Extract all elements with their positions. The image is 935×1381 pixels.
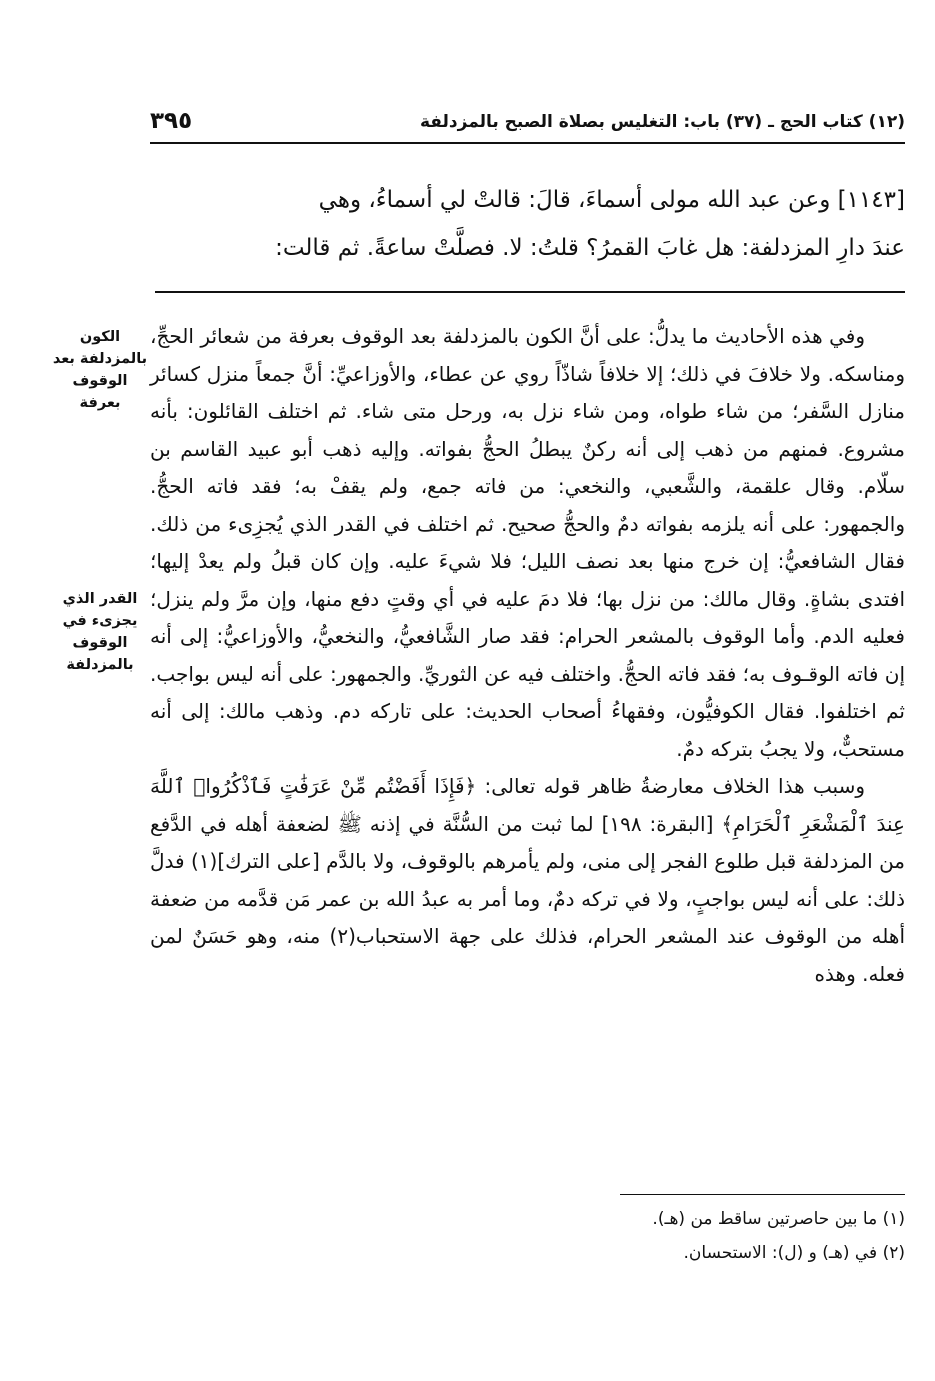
commentary-paragraph-2: وسبب هذا الخلاف معارضةُ ظاهر قوله تعالى: ﴿فَإِذَا أَفَضْتُم مِّنْ عَرَفَٰتٍ فَٱذْكُرُوا۟ ٱللَّهَ عِندَ ٱلْمَشْعَرِ ٱلْحَرَامِ﴾ [البقرة: ١٩٨] لما ثبت من السُّنَّة في إذنه ﷺ لضعفة أهله في الدَّفع من المزدلفة قبل طلوع الفجر إلى منى، ولم يأمرهم بالوقوف، ولا بالدَّم [على الترك](١) فدلَّ ذلك: على أنه ليس بواجبٍ، ولا في تركه دمٌ، وما أمر به عبدُ الله بن عمر مَن قدَّمه من ضعفة أهله من الوقوف عند المشعر الحرام، فذلك على جهة الاستحباب(٢) منه، وهو حَسَنٌ لمن فعله. وهذه	[150, 774, 906, 986]
running-header	[150, 108, 905, 144]
commentary-body	[150, 318, 905, 993]
margin-note-qadr-wuquf: القدر الذي يجزىء في الوقوف بالمزدلفة	[62, 591, 138, 673]
hadith-line-1: [١١٤٣] وعن عبد الله مولى أسماءَ، قالَ: قالتْ لي أسماءُ، وهي	[318, 187, 905, 213]
footnotes	[150, 1202, 905, 1270]
hadith-line-2: عندَ دارِ المزدلفة: هل غابَ القمرُ؟ قلتُ: لا. فصلَّتْ ساعةً. ثم قالت:	[275, 235, 905, 261]
commentary-paragraph-1: وفي هذه الأحاديث ما يدلُّ: على أنَّ الكون بالمزدلفة بعد الوقوف بعرفة من شعائر الحجِّ، ومناسكه. ولا خلافَ في ذلك؛ إلا خلافاً شاذّاً روي عن عطاء، والأوزاعيِّ: أنَّ جمعاً منزل كسائر منازل السَّفر؛ من شاء طواه، ومن شاء نزل به، ورحل متى شاء. ثم اختلف القائلون: بأنه مشروع. فمنهم من ذهب إلى أنه ركنٌ يبطلُ الحجُّ بفواته. وإليه ذهب أبو عبيد القاسم بن سلّام. وقال علقمة، والشَّعبي، والنخعي: من فاته جمع، ولم يقفْ به؛ فقد فاته الحجُّ. والجمهور: على أنه يلزمه بفواته دمٌ والحجُّ صحيح. ثم اختلف في القدر الذي يُجزِىء من ذلك. فقال الشافعيُّ: إن خرج منها بعد نصف الليل؛ فلا شيءَ عليه. وإن كان قبلُ ولم يعدْ إليها؛ افتدى بشاةٍ. وقال مالك: من نزل بها؛ فلا دمَ عليه في أي وقتٍ دفع منها، وإن مرَّ ولم ينزل؛ فعليه الدم. وأما الوقوف بالمشعر الحرام: فقد صار الشَّافعيُّ، والنخعيُّ، والأوزاعيُّ: إلى أنه إن فاته الوقـوف به؛ فقد فاته الحجُّ. واختلف فيه عن الثوريِّ. والجمهور: على أنه ليس بواجب. ثم اختلفوا. فقال الكوفيُّون، وفقهاءُ أصحاب الحديث: على تاركه دم. وذهب مالك: إلى أنه مستحبٌّ، ولا يجبُ بتركه دمٌ.	[150, 324, 905, 761]
chapter-title: (١٢) كتاب الحج ـ (٣٧) باب: التغليس بصلاة الصبح بالمزدلفة	[419, 112, 905, 132]
footnote-1: (١) ما بين حاصرتين ساقط من (هـ).	[652, 1209, 905, 1229]
hadith-text	[150, 176, 905, 272]
footnote-2: (٢) في (هـ) و (ل): الاستحسان.	[683, 1243, 905, 1263]
section-divider	[155, 291, 905, 293]
footnote-divider	[620, 1194, 905, 1195]
page-number: ٣٩٥	[150, 108, 193, 134]
margin-note-kawn-muzdalifa: الكون بالمزدلفة بعد الوقوف بعرفة	[52, 329, 148, 411]
